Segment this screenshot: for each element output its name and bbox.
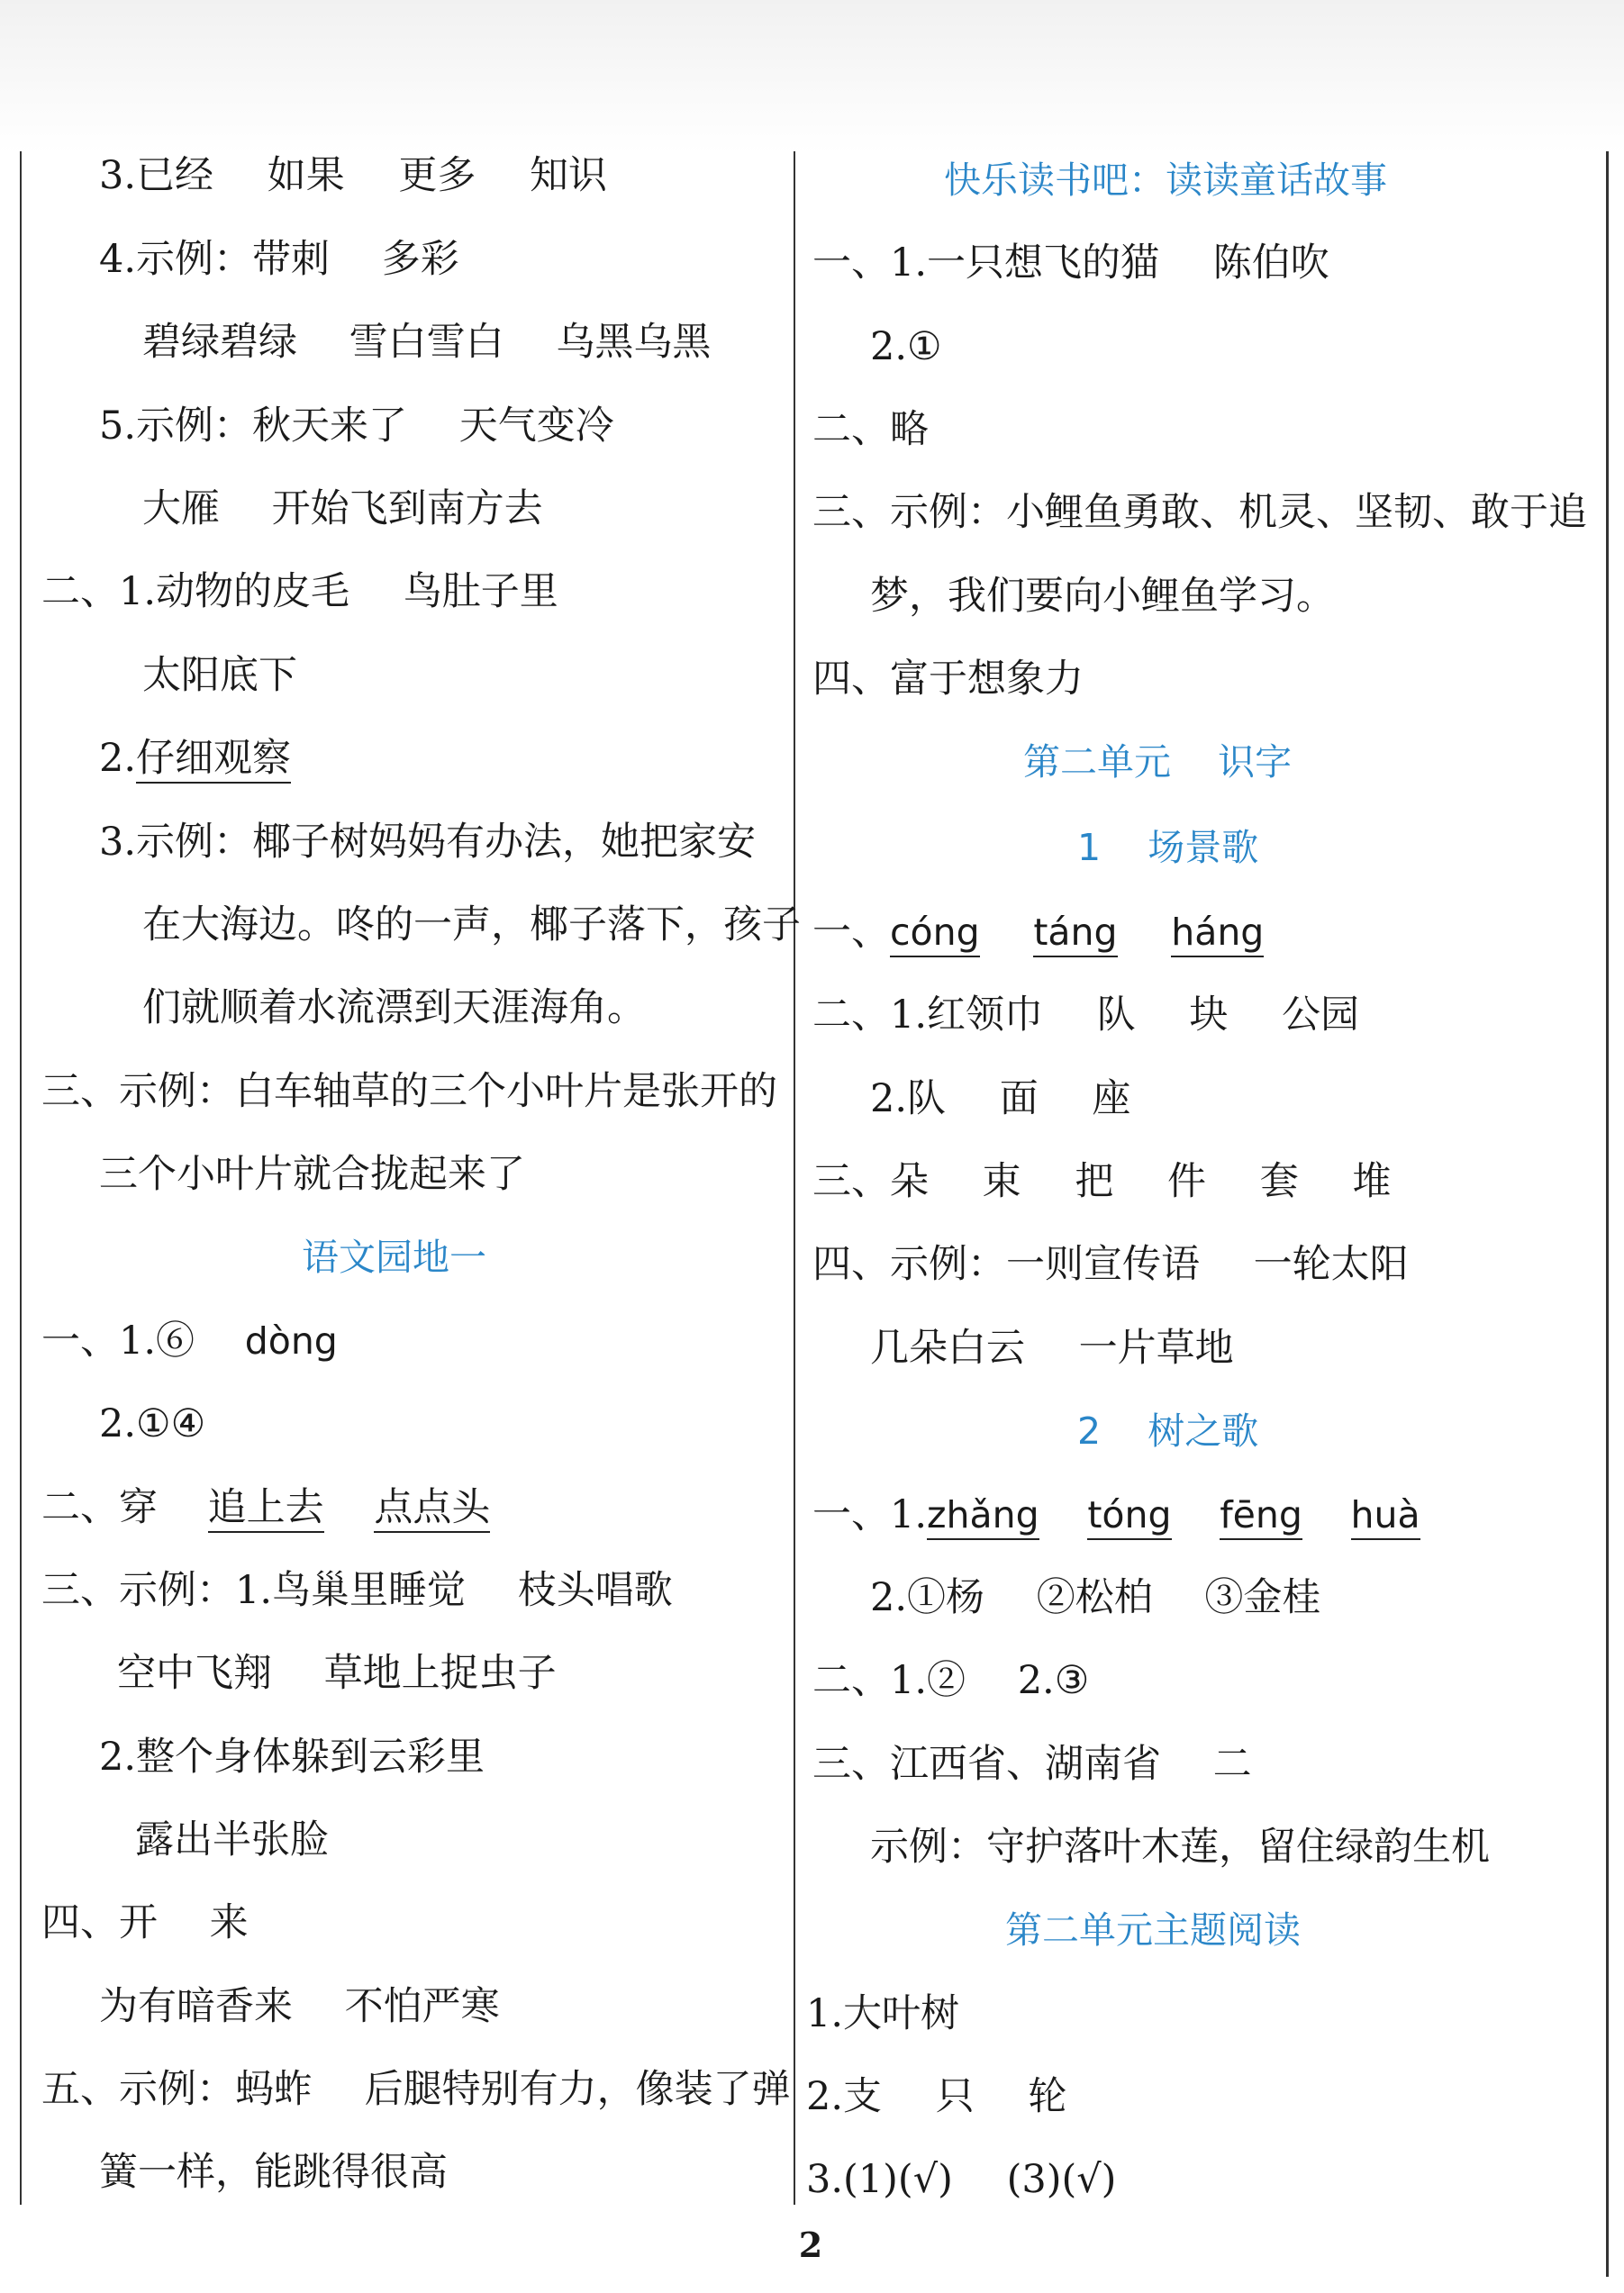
answer-line: [812, 1737, 1252, 1791]
underlined-pinyin: cóng: [890, 909, 980, 957]
section-heading: 第二单元主题阅读: [1005, 1908, 1301, 1952]
answer-line: 们就顺着水流漂到天涯海角。: [142, 985, 646, 1030]
text: 来: [209, 1900, 249, 1945]
lesson-heading: 2 树之歌: [1077, 1409, 1259, 1453]
text: 堆: [1352, 1159, 1392, 1204]
text: (3)(√): [1006, 2157, 1117, 2202]
text: 一轮太阳: [1253, 1242, 1409, 1287]
answer-line: [99, 731, 291, 785]
answer-line: [41, 1563, 673, 1618]
text: 多彩: [381, 237, 459, 282]
answer-line: [870, 1321, 1234, 1375]
underlined-answer: 仔细观察: [136, 735, 291, 784]
text: 四、示例：一则宣传语: [812, 1242, 1200, 1287]
answer-line: [806, 2153, 1116, 2207]
answer-line: [142, 482, 543, 536]
lesson-heading: 1 场景歌: [1077, 826, 1259, 869]
underlined-answer: 追上去: [208, 1484, 324, 1533]
text: 三、朵: [812, 1159, 929, 1204]
answer-line: [812, 905, 1264, 959]
section-heading: 语文园地一: [302, 1236, 486, 1279]
text: 件: [1167, 1159, 1207, 1204]
text: 大雁: [142, 486, 220, 531]
text: 碧绿碧绿: [142, 320, 297, 365]
text: 2.支: [806, 2074, 883, 2119]
text: 为有暗香来: [99, 1984, 293, 2029]
text: 2.③: [1017, 1658, 1090, 1703]
answer-line: [142, 315, 711, 369]
text: 鸟肚子里: [403, 569, 558, 614]
answer-line: [870, 1571, 1320, 1625]
text: 公园: [1282, 992, 1360, 1038]
answer-line: [870, 1072, 1130, 1126]
text: 五、示例：蚂蚱: [41, 2067, 313, 2112]
answer-line: [41, 1481, 490, 1535]
text: 二、1.②: [812, 1658, 966, 1703]
text: 陈伯吹: [1212, 240, 1329, 285]
answer-line: 1.大叶树: [806, 1991, 960, 2036]
text: 块: [1189, 992, 1229, 1038]
answer-line: 四、富于想象力: [812, 657, 1084, 702]
text: 不怕严寒: [344, 1984, 500, 2029]
answer-line: 3.示例：椰子树妈妈有办法，她把家安: [99, 820, 757, 865]
text: 3.已经: [99, 153, 214, 198]
answer-line: 三个小叶片就合拢起来了: [99, 1152, 525, 1197]
answer-line: 簧一样，能跳得很高: [99, 2150, 448, 2195]
text: 空中飞翔: [117, 1651, 272, 1696]
left-margin-rule: [20, 151, 22, 2205]
answer-line: [812, 236, 1329, 290]
text: 几朵白云: [870, 1326, 1025, 1371]
text: 二、穿: [41, 1485, 158, 1530]
answer-line: 2.①: [870, 324, 942, 369]
text: 如果: [267, 153, 345, 198]
answer-line: [99, 232, 459, 286]
answer-line: [99, 399, 614, 453]
text: 5.示例：秋天来了: [99, 403, 408, 449]
answer-line: 2.整个身体躲到云彩里: [99, 1735, 485, 1780]
text: 2.队: [870, 1076, 947, 1121]
answer-line: 在大海边。咚的一声，椰子落下，孩子: [142, 902, 801, 947]
text: 2.: [99, 736, 137, 781]
answer-line: [41, 565, 558, 619]
answer-line: [99, 1980, 500, 2034]
text: 四、开: [41, 1900, 158, 1945]
text: 三、江西省、湖南省: [812, 1742, 1161, 1787]
underlined-pinyin: háng: [1171, 909, 1264, 957]
text: 枝头唱歌: [517, 1568, 673, 1613]
answer-line: [812, 1237, 1409, 1292]
text: 2.①杨: [870, 1575, 985, 1620]
text: 套: [1259, 1159, 1299, 1204]
unit-heading: 第二单元 识字: [1023, 740, 1293, 784]
text: 一、1.⑥: [41, 1319, 195, 1364]
answer-line: 三、示例：小鲤鱼勇敢、机灵、坚韧、敢于追: [812, 490, 1587, 535]
answer-line: 梦，我们要向小鲤鱼学习。: [870, 574, 1335, 619]
text: 束: [982, 1159, 1021, 1204]
page-number: 2: [798, 2225, 823, 2265]
text: 二、1.动物的皮毛: [41, 569, 350, 614]
text: 轮: [1028, 2074, 1067, 2119]
answer-line: [99, 149, 607, 203]
text: 天气变冷: [458, 403, 614, 449]
text: 4.示例：带刺: [99, 237, 331, 282]
text: 把: [1075, 1159, 1114, 1204]
section-heading: 快乐读书吧：读读童话故事: [944, 159, 1387, 202]
text: ②松柏: [1036, 1575, 1153, 1620]
text: 乌黑乌黑: [556, 320, 712, 365]
text: 二、1.红领巾: [812, 992, 1044, 1038]
text: 一、1.: [812, 1492, 928, 1537]
page-top-shade: [0, 0, 1624, 153]
underlined-pinyin: tóng: [1087, 1491, 1171, 1540]
underlined-pinyin: zhǎng: [927, 1491, 1039, 1540]
text: 草地上捉虫子: [323, 1651, 557, 1696]
text: 雪白雪白: [349, 320, 504, 365]
text: 一、: [812, 910, 890, 955]
text: 二: [1212, 1742, 1252, 1787]
answer-line: 2.①④: [99, 1401, 206, 1446]
answer-line: [812, 1488, 1420, 1542]
answer-line: 露出半张脸: [135, 1817, 329, 1862]
answer-line: 三、示例：白车轴草的三个小叶片是张开的: [41, 1069, 777, 1114]
text: 一片草地: [1078, 1326, 1234, 1371]
answer-line: [812, 1155, 1391, 1209]
text: 座: [1092, 1076, 1131, 1121]
text: 一、1.一只想飞的猫: [812, 240, 1160, 285]
answer-line: [117, 1646, 557, 1700]
underlined-pinyin: táng: [1033, 909, 1117, 957]
answer-line: 二、略: [812, 407, 929, 452]
column-divider: [794, 151, 795, 2205]
answer-line: [41, 1314, 338, 1368]
answer-line: 示例：守护落叶木莲，留住绿韵生机: [870, 1825, 1490, 1870]
answer-line: [41, 1896, 249, 1950]
text: 队: [1096, 992, 1136, 1038]
answer-line: [806, 2070, 1066, 2124]
text: 开始飞到南方去: [271, 486, 543, 531]
answer-line: [41, 2062, 791, 2116]
underlined-pinyin: fēng: [1220, 1491, 1302, 1540]
answer-line: [812, 988, 1359, 1042]
right-margin-rule: [1606, 151, 1609, 2277]
pinyin: dòng: [244, 1319, 338, 1363]
text: 面: [999, 1076, 1039, 1121]
text: 3.(1)(√): [806, 2157, 953, 2202]
underlined-pinyin: huà: [1351, 1491, 1420, 1540]
text: 更多: [398, 153, 476, 198]
text: ③金桂: [1204, 1575, 1321, 1620]
text: 后腿特别有力，像装了弹: [364, 2067, 791, 2112]
text: 知识: [530, 153, 608, 198]
underlined-answer: 点点头: [374, 1484, 490, 1533]
answer-line: 太阳底下: [142, 653, 297, 698]
text: 只: [935, 2074, 975, 2119]
answer-line: [812, 1654, 1089, 1708]
text: 三、示例：1.鸟巢里睡觉: [41, 1568, 467, 1613]
